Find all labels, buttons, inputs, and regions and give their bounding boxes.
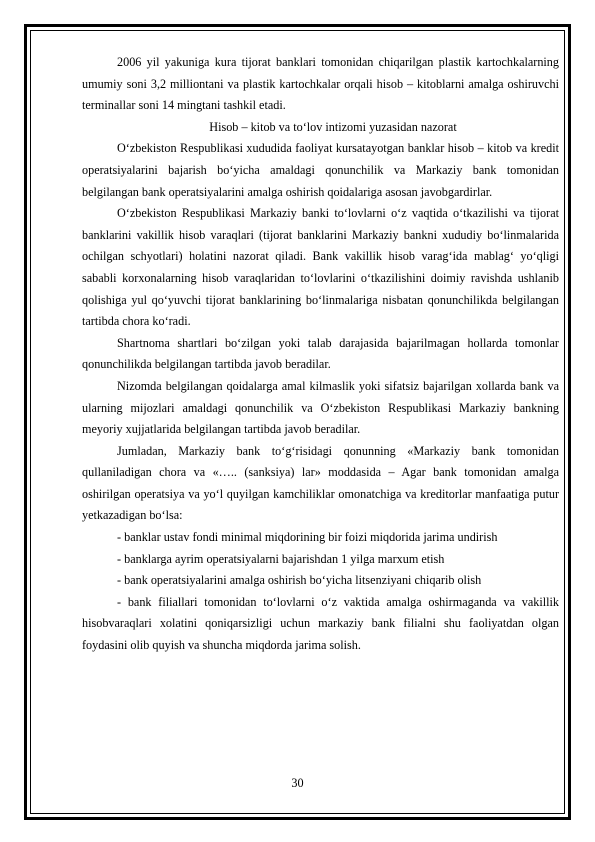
paragraph-bank-responsibility: O‘zbekiston Respublikasi xududida faoliyat kursatayotgan banklar hisob – kitob va kredit operatsiyalarini bajarish bo‘yicha amaldagi qonunchilik va Markaziy bank tomonidan belgilangan bank operatsiyalarini amalga oshirish qoidalariga asosan javobgardirlar. — [82, 141, 559, 199]
paragraph-regulation: Nizomda belgilangan qoidalarga amal kilmaslik yoki sifatsiz bajarilgan xollarda bank va ularning mijozlari amaldagi qonunchilik va O‘zbekiston Respublikasi Markaziy bankning meyoriy xujjatlarida belgilangan tartibda javob beradilar. — [82, 378, 559, 437]
list-item-fine: - banklar ustav fondi minimal miqdorining bir foizi miqdorida jarima undirish — [117, 530, 498, 545]
list-item-license: - bank operatsiyalarini amalga oshirish bo‘yicha litsenziyani chiqarib olish — [117, 573, 482, 588]
list-item-branch-penalty: - bank filiallari tomonidan to‘lovlarni o‘z vaktida amalga oshirmaganda va vakillik hisobvaraqlari xolatini qoniqarsizligi uchun markaziy bank filialni shu faoliyatdan olgan foydasini olib quyish va shuncha miqdorda jarima solish. — [82, 594, 559, 653]
document-body — [82, 52, 559, 657]
section-heading: Hisob – kitob va to‘lov intizomi yuzasidan nazorat — [209, 119, 457, 134]
list-item-restriction: - banklarga ayrim operatsiyalarni bajarishdan 1 yilga marxum etish — [117, 551, 445, 566]
paragraph-central-bank-control: O‘zbekiston Respublikasi Markaziy banki to‘lovlarni o‘z vaqtida o‘tkazilishi va tijorat banklarini vakillik hisob varaqlari (tijorat banklarini Markaziy bankni xududiy bo‘linmalarida ochilgan schyotlari) holatini nazorat qiladi. Bank vakillik hisob varag‘ida mablag‘ yo‘qligi sababli korxonalarning hisob varaqlaridan to‘lovlarini o‘tkazilishini doimiy ravishda ushlanib qolishiga yul qo‘yuvchi tijorat banklarining bo‘linmalariga nisbatan qonunchilikda belgilangan tartibda chora ko‘radi. — [82, 206, 559, 329]
paragraph-contract-terms: Shartnoma shartlari bo‘zilgan yoki talab darajasida bajarilmagan hollarda tomonlar qonunchilikda belgilangan tartibda javob beradilar. — [82, 335, 559, 372]
paragraph-plastic-cards: 2006 yil yakuniga kura tijorat banklari tomonidan chiqarilgan plastik kartochkalarning umumiy soni 3,2 milliontani va plastik kartochkalar orqali hisob – kitoblarni amalga oshiruvchi terminallar soni 14 mingtani tashkil etadi. — [82, 55, 559, 113]
paragraph-central-bank-law: Jumladan, Markaziy bank to‘g‘risidagi qonunning «Markaziy bank tomonidan qullaniladigan chora va «….. (sanksiya) lar» moddasida – Agar bank tomonidan amalga oshirilgan operatsiya va yo‘l quyilgan kamchiliklar omonatchiga va kreditorlar manfaatiga putur yetkazadigan bo‘lsa: — [82, 443, 559, 523]
page-number: 30 — [291, 776, 304, 790]
